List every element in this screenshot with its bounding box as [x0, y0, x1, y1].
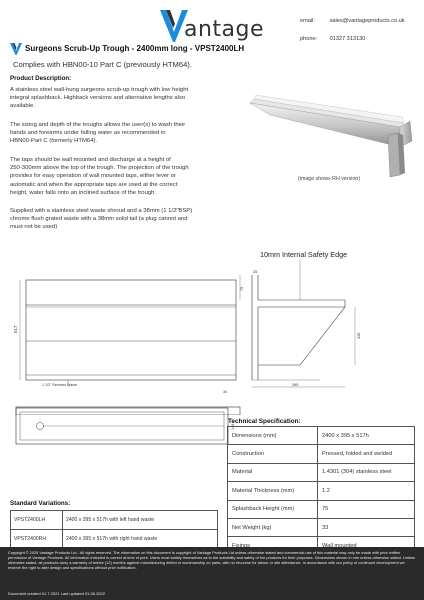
spec-label: Dimensions (mm) — [228, 427, 318, 445]
dim-345-label: 345 — [357, 332, 361, 339]
dim-25-label: 25 — [253, 270, 258, 274]
desc-line: must not be used) — [10, 224, 58, 231]
plan-width-label: 148 — [231, 423, 235, 430]
product-description-heading: Product Description: — [10, 75, 72, 82]
contact-email-row — [300, 14, 405, 28]
legal-text: Copyright © 2025 Vantage Products Ltd - All rights reserved. The information on this document is copyright of Vantage Products Ltd unless otherwise stated and commercial use of this material may only be made with prior written permission of Vantage Products. All information included is correct at time of print. Users must satisfy themselves as to the suitability and safety of the products for their purposes. Dimensions shown in mm unless otherwise stated. Unless otherwise stated, all products carry a warranty of twelve (12) months against manufacturing defect or workmanship on parts, with no recourse for labour or site attendance. In accordance with our policy of continued development we reserve the right to alter design and specifications without prior notification. — [8, 550, 415, 570]
spec-value: 75 — [318, 500, 415, 518]
tech-spec-table — [227, 423, 415, 556]
waste-outlet-icon — [37, 423, 44, 430]
page-title: Surgeons Scrub-Up Trough - 2400mm long - VPST2400LH — [25, 44, 245, 53]
phone-number: 01327 313130 — [329, 36, 366, 42]
document-dates: Document created 01.7.2021 Last updated 01.06.2022 — [8, 591, 105, 596]
table-row — [11, 511, 218, 530]
description-paragraph-4 — [10, 207, 238, 232]
spec-value: 1.2 — [318, 482, 415, 500]
desc-line: automatic and when the appropriate taps are used at the correct — [10, 181, 178, 188]
spec-value: 2400 x 395 x 517h — [318, 427, 415, 445]
front-elevation — [20, 280, 236, 387]
spec-value: Pressed, folded and welded — [318, 445, 415, 463]
email-label: email: — [300, 18, 315, 24]
vantage-logo — [160, 10, 280, 44]
spec-label: Splashback Height (mm) — [228, 500, 318, 518]
compliance-note: Complies with HBN00-10 Part C (previously HTM64). — [13, 60, 192, 69]
desc-line: 250-300mm above the top of the trough. The projection of the trough — [10, 165, 189, 172]
email-link[interactable]: sales@vantageproducts.co.uk — [329, 18, 405, 24]
table-row — [228, 482, 415, 500]
side-section — [240, 275, 355, 387]
table-row — [11, 530, 218, 549]
variation-desc: 2400 x 395 x 517h with right hand waste — [63, 530, 218, 549]
table-row — [228, 445, 415, 463]
plan-view-drawing — [10, 406, 240, 448]
contact-block — [300, 14, 405, 46]
standard-variations-heading: Standard Variations: — [10, 500, 71, 507]
desc-line: Supplied with a stainless steel waste shroud and a 38mm (1 1/2"BSP) — [10, 208, 193, 214]
description-paragraph-2 — [10, 121, 238, 146]
title-row — [10, 43, 420, 55]
desc-line: A stainless steel wall-hung surgeons scrub-up trough with low height — [10, 87, 189, 93]
table-row — [228, 500, 415, 518]
desc-line: provides for easy operation of wall mounted taps, either lever or — [10, 173, 177, 180]
tech-spec-heading: Technical Specification: — [228, 418, 301, 425]
desc-line: available. — [10, 103, 35, 110]
table-row — [228, 427, 415, 445]
spec-value: 33 — [318, 518, 415, 536]
description-paragraph-1 — [10, 86, 238, 111]
dim-517-label: 517 — [13, 325, 18, 333]
description-paragraph-3 — [10, 156, 238, 197]
table-row — [228, 463, 415, 481]
desc-line: chrome flush grated waste with a 38mm solid tail (a plug cannot and — [10, 216, 188, 223]
table-row — [228, 518, 415, 536]
product-image — [240, 65, 420, 180]
desc-line: The sizing and depth of the troughs allows the user(s) to wash their — [10, 122, 186, 128]
standard-variations-table — [10, 510, 218, 549]
spec-value: 1.4301 (304) stainless steel — [318, 463, 415, 481]
phone-label: phone: — [300, 36, 318, 42]
centres-label: 1 1/2" Services Waste — [42, 383, 78, 387]
desc-line: hands and forearms under falling water as recommended in — [10, 130, 166, 137]
dim-30-label: 30 — [223, 390, 227, 394]
variation-code: VPST2400LH — [11, 511, 63, 530]
spec-label: Material — [228, 463, 318, 481]
spec-label: Material Thickness (mm) — [228, 482, 318, 500]
image-caption: (image shows RH version) — [298, 176, 361, 182]
spec-label: Construction — [228, 445, 318, 463]
desc-line: height, water falls onto an inclined surface of the trough. — [10, 189, 157, 196]
desc-line: The taps should be wall mounted and discharge at a height of — [10, 157, 171, 163]
footer — [0, 547, 424, 600]
desc-line: HBN00-Part C (formerly HTM64). — [10, 138, 98, 145]
dim-75-label: 75 — [240, 286, 244, 291]
dim-395-label: 395 — [292, 383, 299, 387]
spec-label: Net Weight (kg) — [228, 518, 318, 536]
logo-wordmark: antage — [184, 17, 265, 42]
v-mark-icon — [10, 43, 22, 55]
variation-code: VPST2400RH — [11, 530, 63, 549]
technical-drawing — [0, 245, 424, 415]
safety-edge-label: 10mm Internal Safety Edge — [260, 250, 348, 259]
desc-line: integral splashback. Highback versions and alternative lengths also — [10, 95, 186, 102]
variation-desc: 2400 x 395 x 517h with left hand waste — [63, 511, 218, 530]
